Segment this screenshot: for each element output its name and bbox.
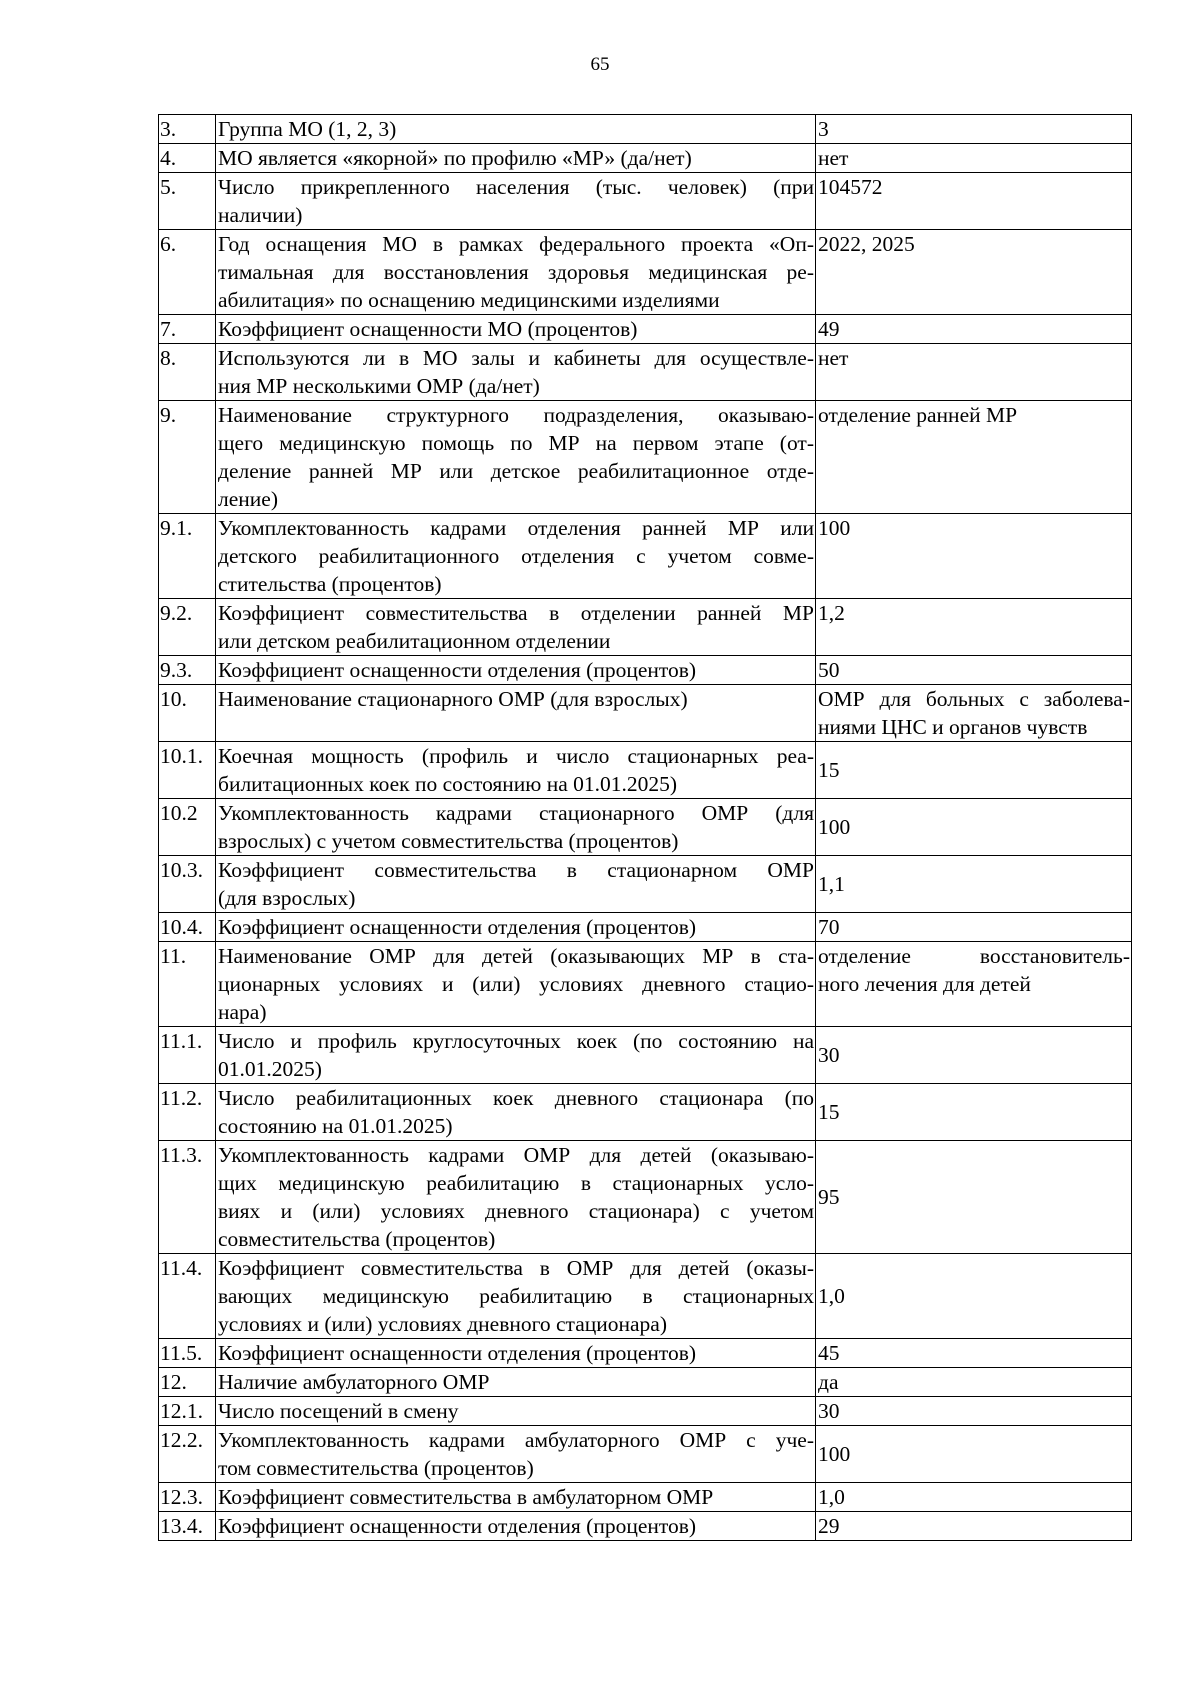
description-line: Число прикрепленного населения (тыс. человек) (при [218,175,814,199]
table-row [159,401,1132,514]
value-line: 95 [818,1185,840,1209]
description-line: деление ранней МР или детское реабилитационное отде- [218,459,814,483]
table-row [159,799,1132,856]
value-line: 15 [818,1100,840,1124]
row-number: 9.3. [159,656,216,685]
table-row [159,685,1132,742]
row-value [816,856,1132,913]
value-line: 30 [818,1043,840,1067]
description-line: Число и профиль круглосуточных коек (по состоянию на [218,1029,814,1053]
row-description [216,913,816,942]
value-line: 104572 [818,175,883,199]
description-line: Коэффициент оснащенности МО (процентов) [218,317,638,341]
table-row [159,599,1132,656]
row-number: 11.1. [159,1027,216,1084]
row-value [816,1397,1132,1426]
value-line: ОМР для больных с заболева- [818,687,1130,711]
description-line: Используются ли в МО залы и кабинеты для осуществле- [218,346,814,370]
row-number: 11.4. [159,1254,216,1339]
row-value [816,230,1132,315]
row-description [216,1027,816,1084]
value-line: 30 [818,1399,840,1423]
table-row [159,1027,1132,1084]
description-line: нара) [218,1000,267,1024]
row-number: 11. [159,942,216,1027]
description-line: Наличие амбулаторного ОМР [218,1370,490,1394]
row-description [216,742,816,799]
description-line: Коечная мощность (профиль и число стационарных реа- [218,744,814,768]
row-description [216,514,816,599]
row-number: 9.1. [159,514,216,599]
row-value [816,344,1132,401]
row-description [216,1254,816,1339]
table-row [159,514,1132,599]
value-line: отделение ранней МР [818,403,1018,427]
row-number: 4. [159,144,216,173]
table-row [159,173,1132,230]
description-line: условиях и (или) условиях дневного стационара) [218,1312,668,1336]
row-description [216,1339,816,1368]
row-description [216,1397,816,1426]
description-line: стительства (процентов) [218,572,442,596]
value-line: 29 [818,1514,840,1538]
row-number: 7. [159,315,216,344]
row-number: 8. [159,344,216,401]
row-description [216,656,816,685]
row-number: 9.2. [159,599,216,656]
row-number: 11.3. [159,1141,216,1254]
row-value [816,173,1132,230]
row-description [216,115,816,144]
value-line: 49 [818,317,840,341]
table-row [159,1254,1132,1339]
description-line: тимальная для восстановления здоровья медицинская ре- [218,260,814,284]
description-line: Группа МО (1, 2, 3) [218,117,397,141]
row-description [216,1141,816,1254]
row-description [216,1368,816,1397]
row-number: 12.1. [159,1397,216,1426]
description-line: МО является «якорной» по профилю «МР» (да/нет) [218,146,692,170]
description-line: ление) [218,487,278,511]
table-row [159,1397,1132,1426]
row-number: 12.3. [159,1483,216,1512]
row-number: 3. [159,115,216,144]
row-number: 10.4. [159,913,216,942]
row-value [816,1339,1132,1368]
description-line: состоянию на 01.01.2025) [218,1114,453,1138]
table-row [159,1084,1132,1141]
row-number: 11.2. [159,1084,216,1141]
row-value [816,144,1132,173]
row-description [216,315,816,344]
row-number: 13.4. [159,1512,216,1541]
row-value [816,315,1132,344]
description-line: Укомплектованность кадрами стационарного ОМР (для [218,801,814,825]
description-line: Коэффициент оснащенности отделения (процентов) [218,1341,697,1365]
description-line: детского реабилитационного отделения с учетом совме- [218,544,814,568]
row-description [216,942,816,1027]
row-value [816,514,1132,599]
row-value [816,1512,1132,1541]
description-line: Коэффициент совместительства в стационарном ОМР [218,858,814,882]
value-line: 100 [818,1442,851,1466]
description-line: Год оснащения МО в рамках федерального проекта «Оп- [218,232,814,256]
row-number: 6. [159,230,216,315]
table-row [159,1141,1132,1254]
value-line: 100 [818,815,851,839]
value-line: 2022, 2025 [818,232,915,256]
row-number: 10.1. [159,742,216,799]
description-line: Коэффициент оснащенности отделения (процентов) [218,658,697,682]
value-line: 3 [818,117,829,141]
value-line: 1,0 [818,1284,845,1308]
description-line: щего медицинскую помощь по МР на первом этапе (от- [218,431,814,455]
row-description [216,344,816,401]
table-row [159,742,1132,799]
value-line: нет [818,346,849,370]
row-number: 5. [159,173,216,230]
value-line: нет [818,146,849,170]
row-value [816,115,1132,144]
page-number: 65 [590,54,610,75]
value-line: ниями ЦНС и органов чувств [818,715,1088,739]
table-row [159,1512,1132,1541]
row-description [216,685,816,742]
table-row [159,913,1132,942]
value-line: 100 [818,516,851,540]
description-line: Коэффициент совместительства в ОМР для детей (оказы- [218,1256,814,1280]
description-line: Наименование структурного подразделения, оказываю- [218,403,814,427]
row-value [816,1084,1132,1141]
row-value [816,913,1132,942]
row-value [816,1254,1132,1339]
value-line: отделение восстановитель- [818,944,1130,968]
description-line: Укомплектованность кадрами ОМР для детей (оказываю- [218,1143,814,1167]
row-number: 10.3. [159,856,216,913]
row-value [816,799,1132,856]
row-description [216,1483,816,1512]
value-line: 1,1 [818,872,845,896]
row-description [216,173,816,230]
row-number: 12.2. [159,1426,216,1483]
table-row [159,1368,1132,1397]
row-value [816,1368,1132,1397]
row-description [216,1426,816,1483]
row-value [816,401,1132,514]
row-description [216,799,816,856]
table-row [159,1426,1132,1483]
description-line: щих медицинскую реабилитацию в стационарных усло- [218,1171,814,1195]
description-line: том совместительства (процентов) [218,1456,534,1480]
description-line: Наименование стационарного ОМР (для взрослых) [218,687,688,711]
table-row [159,144,1132,173]
description-line: ционарных условиях и (или) условиях дневного стацио- [218,972,814,996]
row-description [216,1512,816,1541]
description-line: Укомплектованность кадрами амбулаторного ОМР с уче- [218,1428,814,1452]
description-line: Число посещений в смену [218,1399,459,1423]
row-description [216,144,816,173]
description-line: Коэффициент совместительства в амбулаторном ОМР [218,1485,714,1509]
value-line: да [818,1370,839,1394]
row-number: 9. [159,401,216,514]
row-value [816,1483,1132,1512]
value-line: 45 [818,1341,840,1365]
description-line: взрослых) с учетом совместительства (процентов) [218,829,679,853]
table-row [159,230,1132,315]
description-line: 01.01.2025) [218,1057,322,1081]
table-row [159,1339,1132,1368]
row-description [216,230,816,315]
row-number: 10. [159,685,216,742]
table-row [159,115,1132,144]
row-value [816,1027,1132,1084]
row-number: 11.5. [159,1339,216,1368]
description-line: Укомплектованность кадрами отделения ранней МР или [218,516,814,540]
value-line: 70 [818,915,840,939]
table-row [159,856,1132,913]
description-line: вающих медицинскую реабилитацию в стационарных [218,1284,814,1308]
description-line: билитационных коек по состоянию на 01.01.2025) [218,772,678,796]
value-line: 1,2 [818,601,845,625]
row-value [816,1426,1132,1483]
description-line: совместительства (процентов) [218,1227,496,1251]
description-line: виях и (или) условиях дневного стационара) с учетом [218,1199,814,1223]
table-row [159,315,1132,344]
value-line: 50 [818,658,840,682]
row-value [816,742,1132,799]
value-line: ного лечения для детей [818,972,1031,996]
row-number: 12. [159,1368,216,1397]
row-description [216,599,816,656]
table-row [159,942,1132,1027]
row-value [816,942,1132,1027]
table-body [159,115,1132,1541]
description-line: Коэффициент совместительства в отделении ранней МР [218,601,814,625]
data-table [158,114,1132,1541]
value-line: 15 [818,758,840,782]
row-description [216,401,816,514]
description-line: (для взрослых) [218,886,356,910]
table-row [159,344,1132,401]
row-value [816,599,1132,656]
row-number: 10.2 [159,799,216,856]
table-row [159,656,1132,685]
description-line: абилитация» по оснащению медицинскими изделиями [218,288,720,312]
description-line: или детском реабилитационном отделении [218,629,611,653]
value-line: 1,0 [818,1485,845,1509]
description-line: Число реабилитационных коек дневного стационара (по [218,1086,814,1110]
row-value [816,656,1132,685]
description-line: Коэффициент оснащенности отделения (процентов) [218,1514,697,1538]
table-row [159,1483,1132,1512]
description-line: Наименование ОМР для детей (оказывающих МР в ста- [218,944,814,968]
description-line: Коэффициент оснащенности отделения (процентов) [218,915,697,939]
description-line: ния МР несколькими ОМР (да/нет) [218,374,540,398]
row-description [216,1084,816,1141]
row-value [816,685,1132,742]
description-line: наличии) [218,203,303,227]
row-description [216,856,816,913]
row-value [816,1141,1132,1254]
